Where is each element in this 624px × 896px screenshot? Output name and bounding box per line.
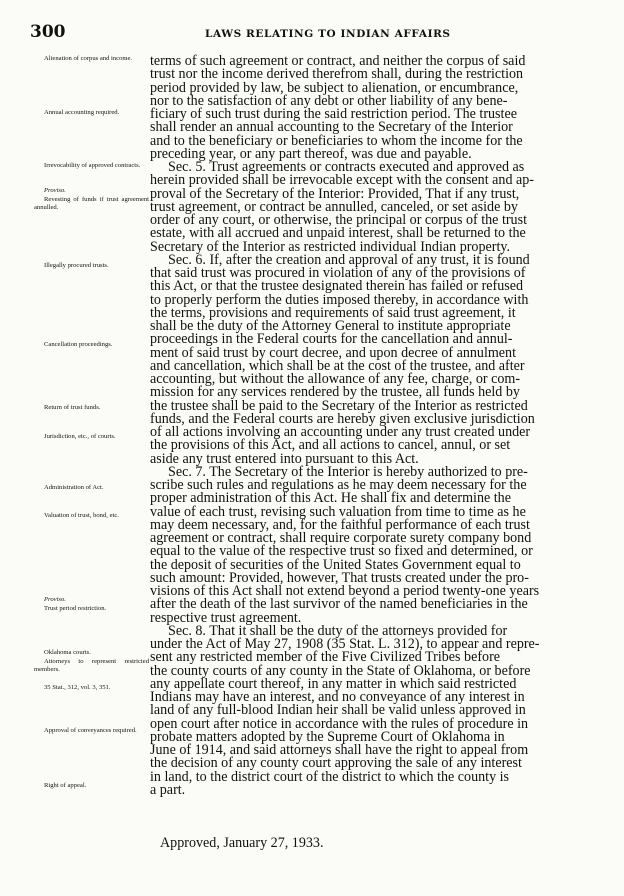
text-line: nor to the satisfaction of any debt or other liability of any bene-	[150, 92, 508, 109]
text-line: and to the beneficiary or beneficiaries to whom the income for the	[150, 132, 523, 149]
approval-line: Approved, January 27, 1933.	[160, 835, 324, 851]
text-line: visions of this Act shall not extend beyond a period twenty-one years	[150, 583, 540, 599]
text-line: accounting, but without the allowance of any fee, charge, or com-	[150, 371, 521, 387]
text-line: agreement or contract, shall require corporate surety company bond	[150, 530, 532, 546]
text-line: respective trust agreement.	[150, 609, 302, 626]
margin-note: Valuation of trust, bond, etc.	[44, 512, 119, 519]
margin-note: Return of trust funds.	[44, 404, 101, 411]
margin-note: Annual accounting required.	[44, 109, 120, 116]
text-line: after the death of the last survivor of the named beneficiaries in the	[150, 596, 528, 613]
text-line: the trustee shall be paid to the Secretary of the Interior as restricted	[150, 397, 528, 414]
text-line: equal to the value of the respective trust so fixed and determined, or	[150, 543, 533, 560]
text-line: shall render an annual accounting to the Secretary of the Interior	[150, 119, 513, 136]
margin-note: Proviso.	[44, 596, 66, 603]
text-line: Secretary of the Interior as restricted individual Indian property.	[150, 238, 511, 255]
margin-note: Alienation of corpus and income.	[44, 55, 133, 62]
margin-note: Oklahoma courts.	[44, 649, 91, 656]
text-line: proceedings in the Federal courts for the cancellation and annul-	[150, 331, 513, 348]
text-line: value of each trust, revising such valuation from time to time as he	[150, 503, 526, 520]
margin-note: Irrevocability of approved contracts.	[44, 162, 141, 169]
text-line: to properly perform the duties imposed thereby, in accordance with	[150, 291, 529, 308]
text-line: ficiary of such trust during the said restriction period. The trustee	[150, 106, 517, 122]
text-line: in land, to the district court of the district to which the county is	[150, 768, 510, 785]
text-line: estate, with all accrued and unpaid interest, shall be returned to the	[150, 225, 526, 242]
text-line: June of 1914, and said attorneys shall have the right to appeal from	[150, 742, 529, 758]
text-line: such amount: Provided, however, That trusts created under the pro-	[150, 569, 529, 586]
text-line: and cancellation, which shall be at the cost of the trustee, and after	[150, 357, 525, 374]
text-line: open court after notice in accordance with the rules of procedure in	[150, 715, 529, 732]
text-line: funds, and the Federal courts are hereby given exclusive jurisdiction	[150, 410, 535, 427]
text-line: period provided by law, be subject to alienation, or encumbrance,	[150, 79, 519, 96]
text-line: trust nor the income derived therefrom shall, during the restriction	[150, 66, 524, 83]
page-number: 300	[30, 22, 66, 42]
text-line: preceding year, or any part thereof, was due and payable.	[150, 145, 472, 162]
margin-note: Attorneys to represent restricted members.	[34, 658, 149, 673]
text-line: ment of said trust by court decree, and upon decree of annulment	[150, 344, 517, 361]
text-line: shall be the duty of the Attorney General to institute appropriate	[150, 318, 511, 334]
text-line: probate matters adopted by the Supreme Court of Oklahoma in	[150, 728, 505, 745]
text-line: this Act, or that the trustee designated therein has failed or refused	[150, 278, 524, 295]
text-line: proper administration of this Act. He shall fix and determine the	[150, 490, 511, 507]
text-line: land of any full-blood Indian heir shall be valid unless approved in	[150, 702, 526, 719]
text-line: the terms, provisions and requirements of said trust agreement, it	[150, 304, 516, 321]
text-line: Indians may have an interest, and no conveyance of any interest in	[150, 689, 525, 705]
margin-note: Illegally procured trusts.	[44, 262, 109, 269]
text-line: that said trust was procured in violation of any of the provisions of	[150, 265, 526, 281]
margin-note: 35 Stat., 312, vol. 3, 351.	[44, 684, 111, 691]
text-line: may deem necessary, and, for the faithful performance of each trust	[150, 516, 530, 533]
margin-note: Trust period restriction.	[44, 605, 107, 612]
text-line: mission for any services rendered by the trustee, all funds held by	[150, 384, 520, 401]
margin-note: Approval of conveyances required.	[44, 727, 137, 734]
running-head: LAWS RELATING TO INDIAN AFFAIRS	[205, 28, 451, 40]
text-line: sent any restricted member of the Five Civilized Tribes before	[150, 649, 501, 666]
text-line: any appellate court thereof, in any matter in which said restricted	[150, 675, 517, 692]
text-line: herein provided shall be irrevocable except with the consent and ap-	[150, 172, 534, 189]
margin-note: Cancellation proceedings.	[44, 341, 113, 348]
text-line: the decision of any county court approving the sale of any interest	[150, 755, 522, 772]
text-line: proval of the Secretary of the Interior: Provided, That if any trust,	[150, 185, 520, 202]
margin-note: Proviso.	[44, 187, 66, 194]
text-line: a part.	[150, 781, 186, 798]
text-line: trust agreement, or contract be annulled, canceled, or set aside by	[150, 198, 518, 215]
text-line: the deposit of securities of the United States Government equal to	[150, 556, 521, 573]
margin-note: Revesting of funds if trust agreement annulled.	[34, 196, 149, 211]
margin-note: Right of appeal.	[44, 782, 87, 789]
text-line: the provisions of this Act, and all actions to cancel, annul, or set	[150, 437, 511, 454]
text-line: of all actions involving an accounting under any trust created under	[150, 424, 531, 440]
text-line: under the Act of May 27, 1908 (35 Stat. L. 312), to appear and repre-	[150, 636, 540, 652]
text-line: aside any trust entered into pursuant to this Act.	[150, 450, 419, 467]
text-line: Sec. 6. If, after the creation and approval of any trust, it is found	[168, 251, 530, 268]
text-line: terms of such agreement or contract, and neither the corpus of said	[150, 53, 526, 69]
text-line: scribe such rules and regulations as he may deem necessary for the	[150, 477, 527, 493]
text-line: Sec. 7. The Secretary of the Interior is hereby authorized to pre-	[168, 463, 528, 480]
margin-note: Jurisdiction, etc., of courts.	[44, 433, 116, 440]
text-line: Sec. 8. That it shall be the duty of the attorneys provided for	[168, 622, 508, 639]
text-line: order of any court, or otherwise, the principal or corpus of the trust	[150, 212, 527, 228]
text-line: Sec. 5. Trust agreements or contracts executed and approved as	[168, 159, 525, 175]
margin-note: Administration of Act.	[44, 484, 104, 491]
text-line: the county courts of any county in the State of Oklahoma, or before	[150, 662, 531, 679]
